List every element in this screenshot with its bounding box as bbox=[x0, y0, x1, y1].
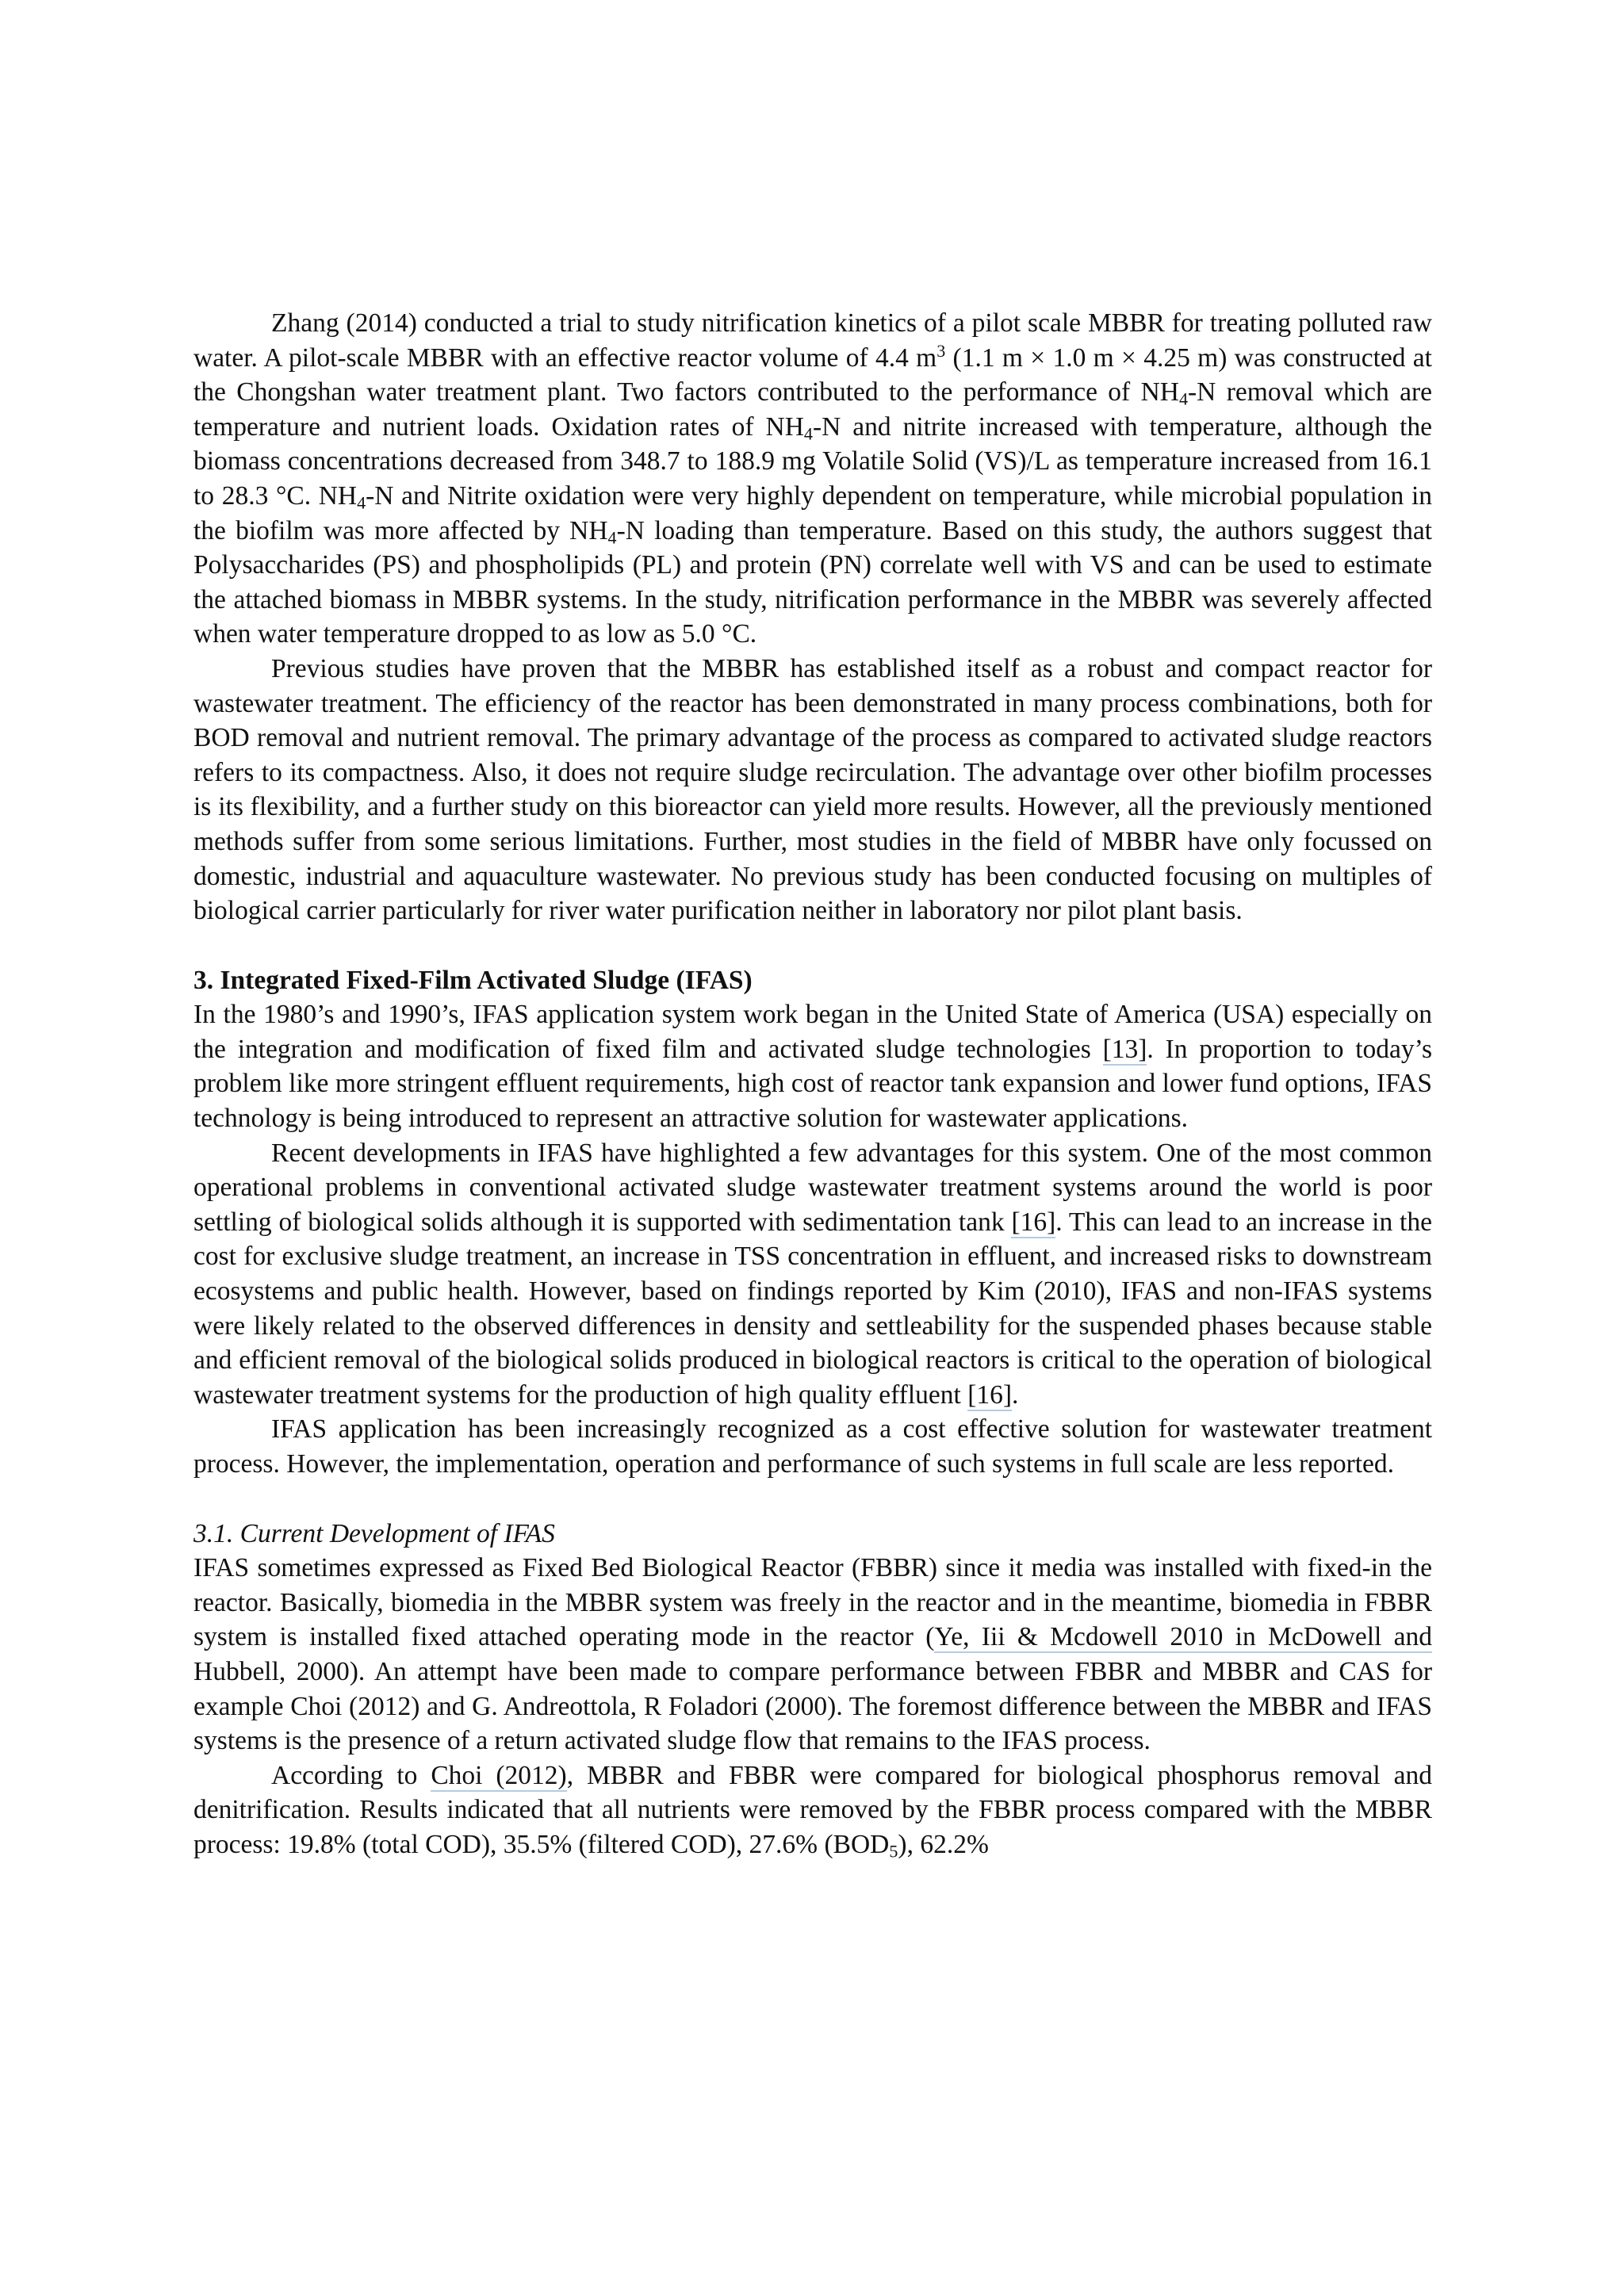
citation-link[interactable]: Choi (2012) bbox=[431, 1760, 567, 1790]
text-span: Zhang (2014) conducted a trial to study nitrification kinetics of a pilot scale MBBR for treating polluted raw water. A pilot-scale MBBR with an effective reactor volume of 4.4 m bbox=[193, 308, 1432, 373]
text-span: Recent developments in IFAS have highlighted a few advantages for this system. One of the most common operational problems in conventional activated sludge wastewater treatment systems around the world is poor settling of biological solids although it is supported with sedimentation tank bbox=[193, 1138, 1432, 1237]
superscript: 3 bbox=[936, 340, 946, 361]
text-span: -N loading than temperature. Based on this study, the authors suggest that Polysaccharides (PS) and phospholipids (PL) and protein (PN) correlate well with VS and can be used to estimate the attached biomass in MBBR systems. In the study, nitrification performance in the MBBR was severely affected when water temperature dropped to as low as 5.0 °C. bbox=[193, 515, 1432, 649]
subscript: 4 bbox=[1178, 388, 1189, 409]
section-gap bbox=[193, 928, 1432, 963]
subscript: 4 bbox=[357, 492, 366, 513]
subscript: 5 bbox=[889, 1841, 898, 1862]
paragraph-ifas-history bbox=[193, 997, 1432, 1135]
citation-link[interactable]: [13] bbox=[1102, 1034, 1147, 1064]
citation-link[interactable]: [16] bbox=[967, 1380, 1013, 1410]
paragraph-previous-studies: Previous studies have proven that the MBBR has established itself as a robust and compact reactor for wastewater treatment. The efficiency of the reactor has been demonstrated in many process combinations, both for BOD removal and nutrient removal. The primary advantage of the process as compared to activated sludge reactors refers to its compactness. Also, it does not require sludge recirculation. The advantage over other biofilm processes is its flexibility, and a further study on this bioreactor can yield more results. However, all the previously mentioned methods suffer from some serious limitations. Further, most studies in the field of MBBR have only focussed on domestic, industrial and aquaculture wastewater. No previous study has been conducted focusing on multiples of biological carrier particularly for river water purification neither in laboratory nor pilot plant basis. bbox=[193, 653, 1432, 926]
text-span: IFAS sometimes expressed as Fixed Bed Biological Reactor (FBBR) since it media was installed with fixed-in the reactor. Basically, biomedia in the MBBR system was freely in the reactor and in the meantime, biomedia in FBBR system is installed fixed attached operating mode in the reactor ( bbox=[193, 1553, 1432, 1652]
text-span: In the 1980’s and 1990’s, IFAS application system work began in the United State of America (USA) especially on the integration and modification of fixed film and activated sludge technologies bbox=[193, 1000, 1432, 1064]
text-span: . This can lead to an increase in the cost for exclusive sludge treatment, an increase in TSS concentration in effluent, and increased risks to downstream ecosystems and public health. However, based on findings reported by Kim (2010), IFAS and non-IFAS systems were likely related to the observed differences in density and settleability for the suspended phases because stable and efficient removal of the biological solids produced in biological reactors is critical to the operation of biological wastewater treatment systems for the production of high quality effluent bbox=[193, 1207, 1432, 1410]
citation-link[interactable]: Ye, Iii & Mcdowell 2010 in McDowell and bbox=[934, 1622, 1432, 1652]
text-span: Hubbell, 2000). An attempt have been made to compare performance between FBBR and MBBR and CAS for example Choi (2012) and G. Andreottola, R Foladori (2000). The foremost difference between the MBBR and IFAS systems is the presence of a return activated sludge flow that remains to the IFAS process. bbox=[193, 1656, 1432, 1756]
text-span: ), 62.2% bbox=[898, 1829, 989, 1859]
section-gap bbox=[193, 1482, 1432, 1517]
subsection-heading-current-development: 3.1. Current Development of IFAS bbox=[193, 1518, 555, 1548]
text-span: . In proportion to today’s problem like more stringent effluent requirements, high cost of reactor tank expansion and lower fund options, IFAS technology is being introduced to represent an attractive solution for wastewater applications. bbox=[193, 1034, 1432, 1134]
subscript: 4 bbox=[803, 423, 813, 444]
text-span: (1.1 m × 1.0 m × 4.25 m) was constructed at the Chongshan water treatment plant. Two factors contributed to the performance of NH bbox=[193, 342, 1432, 408]
text-span: . bbox=[1012, 1380, 1019, 1410]
text-span: According to bbox=[271, 1760, 431, 1790]
paragraph-ifas-developments bbox=[193, 1136, 1432, 1413]
text-span: -N and Nitrite oxidation were very highly dependent on temperature, while microbial population in the biofilm was more affected by NH bbox=[193, 480, 1432, 545]
paragraph-ifas-recognition: IFAS application has been increasingly recognized as a cost effective solution for wastewater treatment process. However, the implementation, operation and performance of such systems in full scale are less reported. bbox=[193, 1414, 1432, 1479]
paragraph-zhang-study bbox=[193, 306, 1432, 652]
text-span: -N removal which are temperature and nutrient loads. Oxidation rates of NH bbox=[193, 377, 1432, 442]
paragraph-choi-comparison bbox=[193, 1758, 1432, 1862]
section-heading-ifas: 3. Integrated Fixed-Film Activated Sludge (IFAS) bbox=[193, 965, 753, 995]
text-span: -N and nitrite increased with temperature, although the biomass concentrations decreased from 348.7 to 188.9 mg Volatile Solid (VS)/L as temperature increased from 16.1 to 28.3 °C. NH bbox=[193, 411, 1432, 511]
text-span: , MBBR and FBBR were compared for biological phosphorus removal and denitrification. Results indicated that all nutrients were removed by the FBBR process compared with the MBBR process: 19.8% (total COD), 35.5% (filtered COD), 27.6% (BOD bbox=[193, 1760, 1432, 1859]
paragraph-fbbr bbox=[193, 1551, 1432, 1758]
page-content bbox=[193, 306, 1432, 1862]
subscript: 4 bbox=[607, 527, 617, 548]
citation-link[interactable]: [16] bbox=[1011, 1207, 1056, 1237]
